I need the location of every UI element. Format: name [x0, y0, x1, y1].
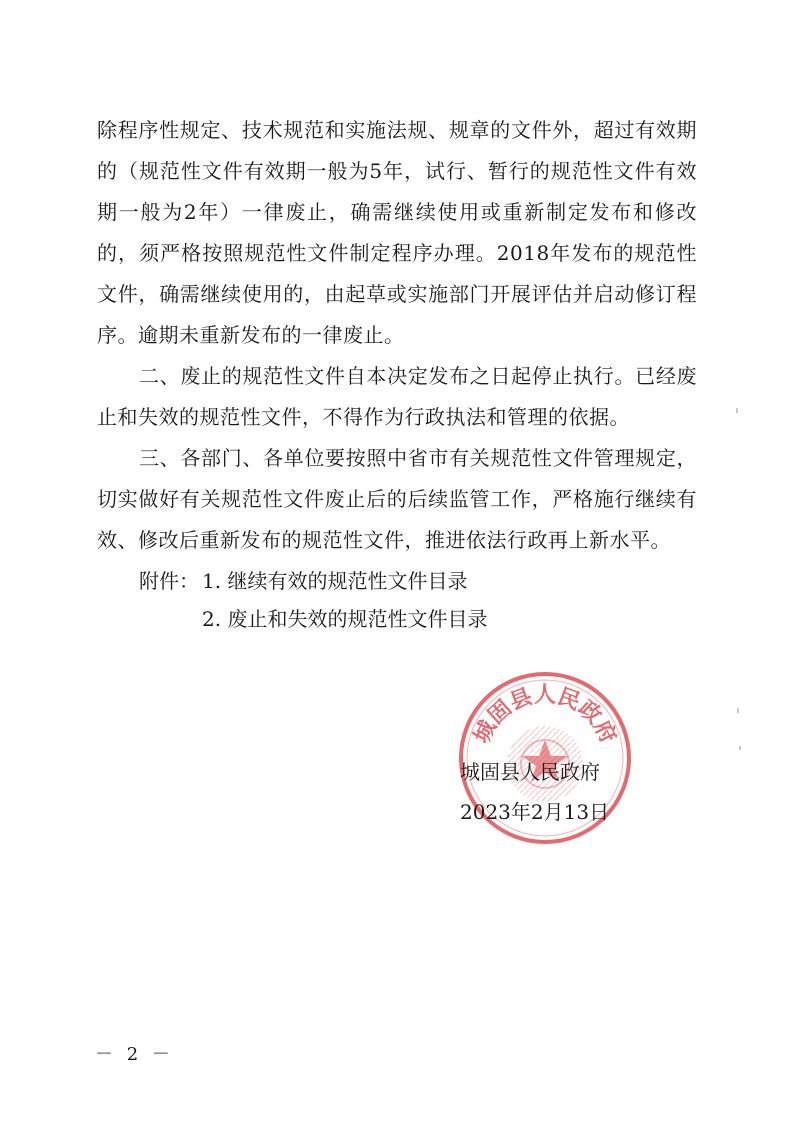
- body-text: [97, 110, 697, 561]
- signature-org: 城固县人民政府: [460, 760, 600, 784]
- scan-speck: [739, 746, 741, 750]
- paragraph-3: 三、各部门、各单位要按照中省市有关规范性文件管理规定，切实做好有关规范性文件废止后的后续监管工作，严格施行继续有效、修改后重新发布的规范性文件，推进依法行政再上新水平。: [97, 446, 697, 552]
- page-number: － 2 －: [95, 1044, 174, 1065]
- paragraph-1: 除程序性规定、技术规范和实施法规、规章的文件外，超过有效期的（规范性文件有效期一般为5年，试行、暂行的规范性文件有效期一般为2年）一律废止，确需继续使用或重新制定发布和修改的，须严格按照规范性文件制定程序办理。2018年发布的规范性文件，确需继续使用的，由起草或实施部门开展评估并启动修订程序。逾期未重新发布的一律废止。: [97, 118, 697, 347]
- attachment-prefix-spacer: [139, 600, 202, 638]
- paragraph-2: 二、废止的规范性文件自本决定发布之日起停止执行。已经废止和失效的规范性文件，不得作为行政执法和管理的依据。: [97, 364, 697, 429]
- seal-text: 城固县人民政府: [468, 682, 622, 748]
- attachment-prefix: 附件：: [139, 569, 199, 593]
- attachments: [139, 562, 487, 638]
- signature-date: 2023年2月13日: [460, 800, 610, 824]
- attachment-item-1: 1. 继续有效的规范性文件目录: [202, 569, 468, 593]
- signature-block: [460, 752, 609, 832]
- scan-speck: [736, 408, 738, 413]
- attachment-item-2: 2. 废止和失效的规范性文件目录: [202, 607, 488, 631]
- scan-speck: [737, 708, 739, 713]
- attachment-row-1: [139, 562, 487, 600]
- attachment-row-2: [139, 600, 487, 638]
